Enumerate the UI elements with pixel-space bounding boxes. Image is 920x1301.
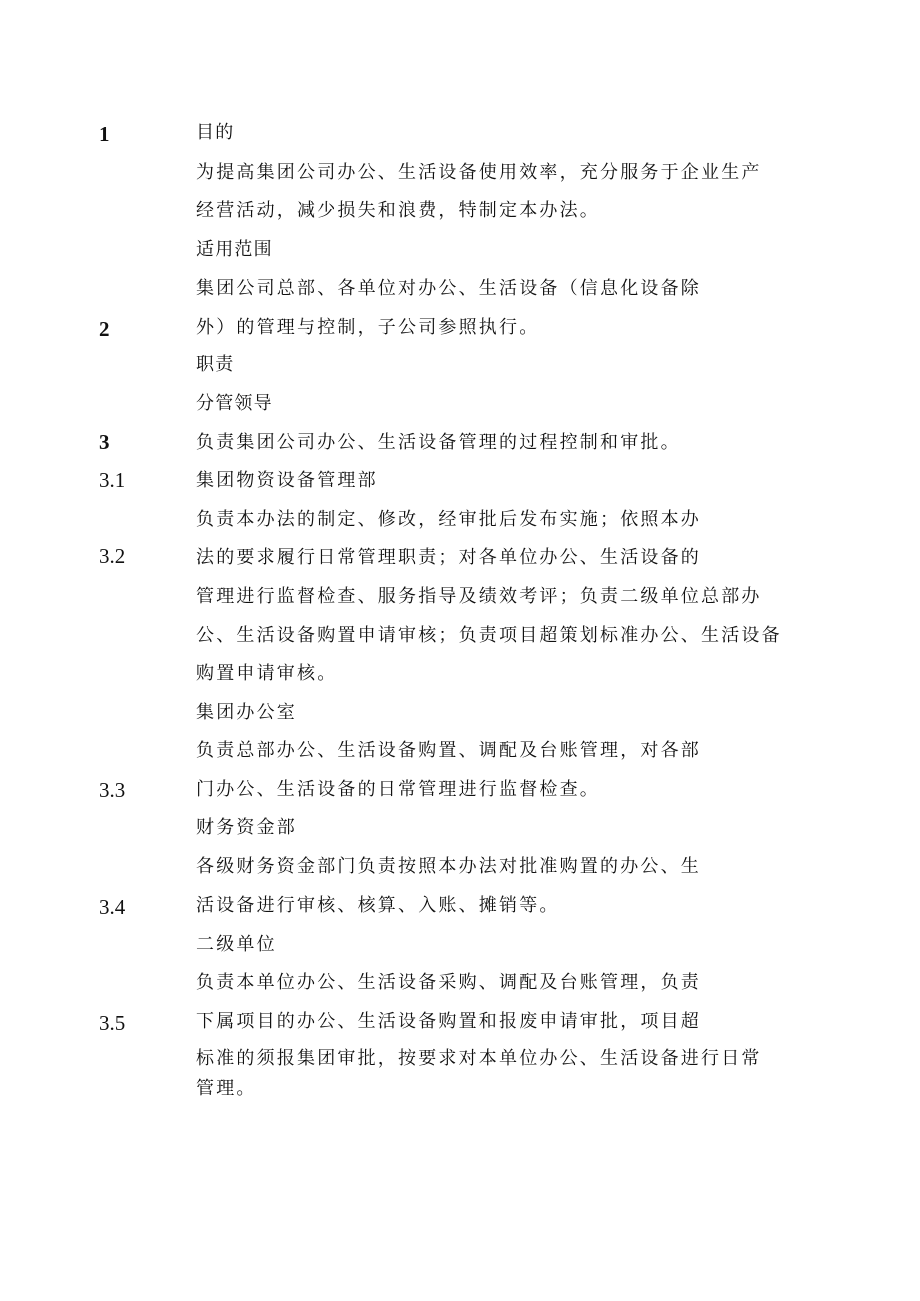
text-line: 公、生活设备购置申请审核；负责项目超策划标准办公、生活设备	[196, 625, 782, 646]
section-number-3-5: 3.5	[99, 1011, 126, 1035]
text-line: 活设备进行审核、核算、入账、摊销等。	[196, 895, 560, 916]
subheading-materials-dept: 集团物资设备管理部	[196, 470, 378, 491]
text-line: 负责本单位办公、生活设备采购、调配及台账管理，负责	[196, 972, 701, 993]
text-line: 各级财务资金部门负责按照本办法对批准购置的办公、生	[196, 856, 701, 877]
subheading-leader: 分管领导	[196, 393, 273, 414]
text-line: 负责集团公司办公、生活设备管理的过程控制和审批。	[196, 432, 681, 453]
subheading-secondary-units: 二级单位	[196, 934, 277, 955]
heading-scope: 适用范围	[196, 239, 273, 260]
text-line: 负责总部办公、生活设备购置、调配及台账管理，对各部	[196, 740, 701, 761]
subheading-office: 集团办公室	[196, 702, 297, 723]
section-number-3-3: 3.3	[99, 778, 126, 802]
text-line: 为提高集团公司办公、生活设备使用效率，充分服务于企业生产	[196, 162, 762, 183]
section-number-2: 2	[99, 317, 110, 341]
text-line: 法的要求履行日常管理职责；对各单位办公、生活设备的	[196, 547, 701, 568]
text-line: 管理。	[196, 1078, 257, 1099]
section-number-3: 3	[99, 430, 110, 454]
heading-responsibilities: 职责	[196, 354, 235, 375]
text-line: 负责本办法的制定、修改，经审批后发布实施；依照本办	[196, 509, 701, 530]
text-line: 门办公、生活设备的日常管理进行监督检查。	[196, 779, 600, 800]
text-line: 管理进行监督检查、服务指导及绩效考评；负责二级单位总部办	[196, 586, 762, 607]
text-line: 标准的须报集团审批，按要求对本单位办公、生活设备进行日常	[196, 1048, 762, 1069]
section-number-3-4: 3.4	[99, 895, 126, 919]
heading-purpose: 目的	[196, 122, 235, 143]
section-number-3-2: 3.2	[99, 544, 126, 568]
text-line: 集团公司总部、各单位对办公、生活设备（信息化设备除	[196, 278, 701, 299]
section-number-3-1: 3.1	[99, 468, 126, 492]
text-line: 购置申请审核。	[196, 663, 338, 684]
subheading-finance: 财务资金部	[196, 817, 297, 838]
text-line: 经营活动，减少损失和浪费，特制定本办法。	[196, 200, 600, 221]
text-line: 外）的管理与控制，子公司参照执行。	[196, 317, 540, 338]
text-line: 下属项目的办公、生活设备购置和报废申请审批，项目超	[196, 1011, 701, 1032]
section-number-1: 1	[99, 122, 110, 146]
